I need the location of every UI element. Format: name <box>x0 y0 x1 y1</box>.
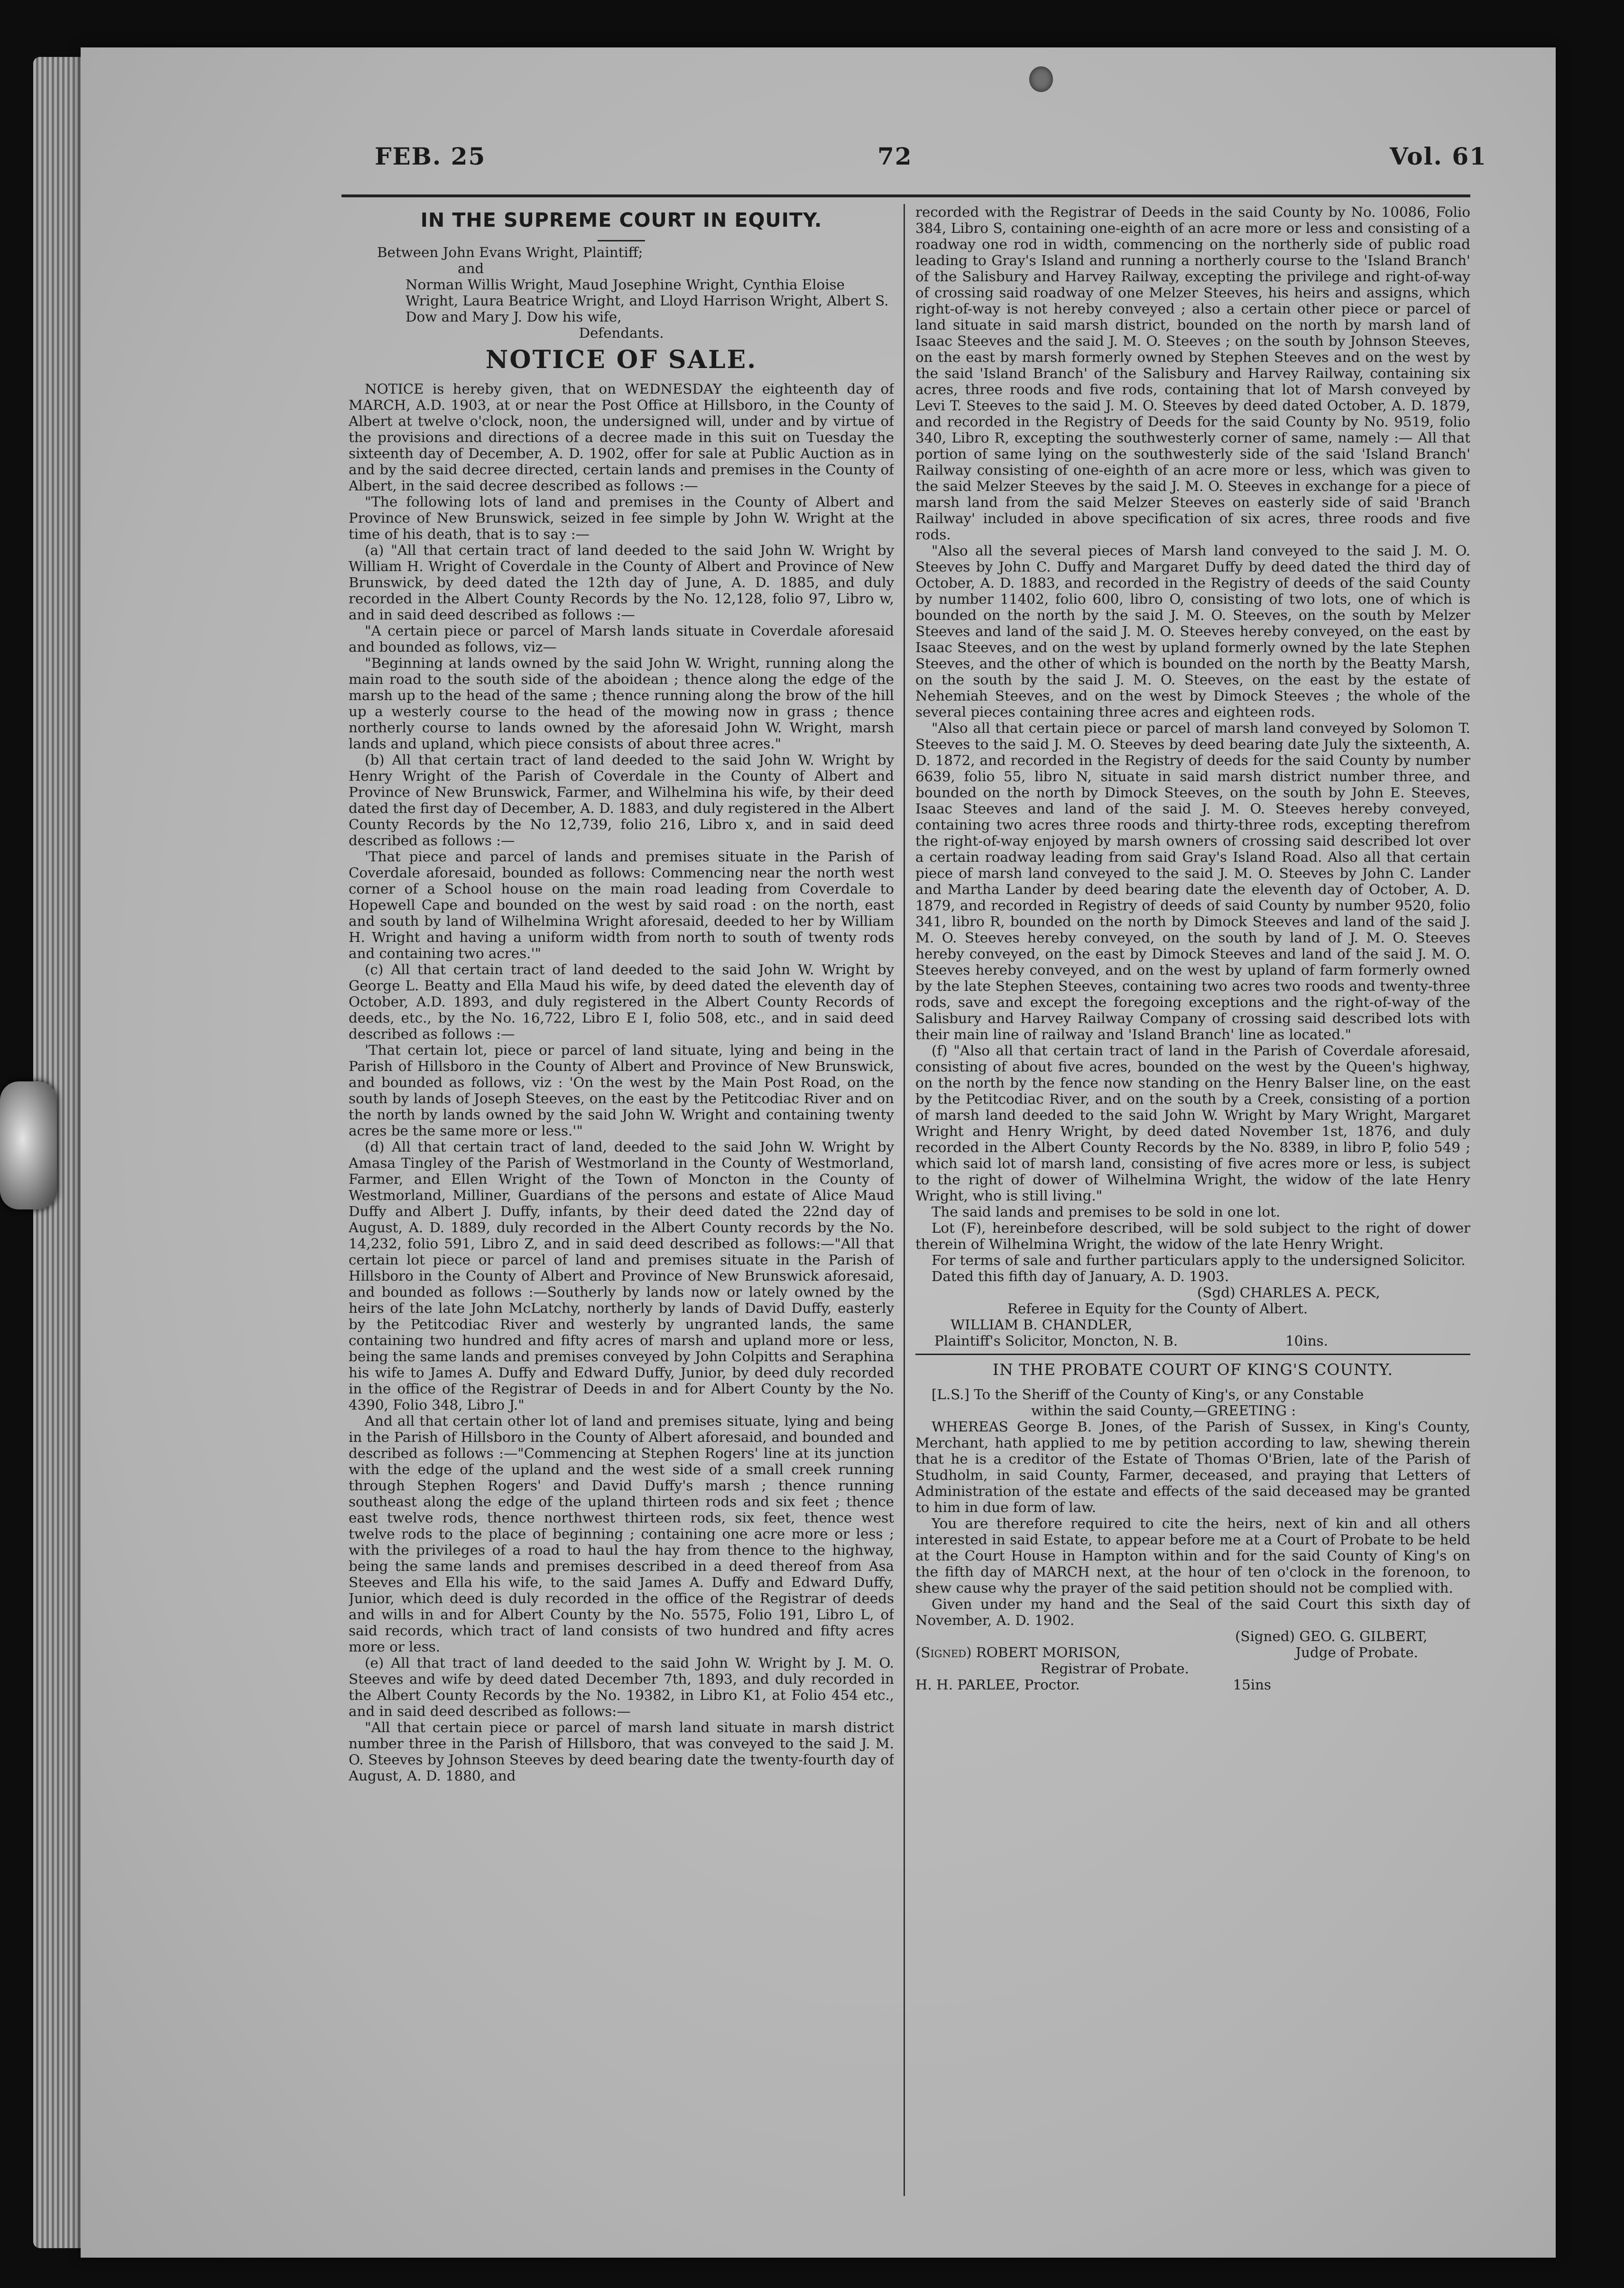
signature-line: (Sgd) CHARLES A. PECK, <box>1197 1284 1380 1301</box>
section-rule <box>915 1354 1470 1355</box>
paragraph: "The following lots of land and premises in the County of Albert and Province of New Brunswick, seized in fee simple by John W. Wright at the time of his death, that is to say :— <box>349 494 894 542</box>
paragraph: "Beginning at lands owned by the said John W. Wright, running along the main road to the south side of the aboidean ; thence along the edge of the marsh up to the head of the same ; thence running along the brow of the hill up a westerly course to the head of the mowing now in grass ; thence northerly course to lands owned by the aforesaid John W. Wright, marsh lands and upland, which piece consists of about three acres." <box>349 655 894 752</box>
right-column <box>915 204 1470 2215</box>
and-line: and <box>458 260 484 277</box>
column-separator <box>904 204 905 2196</box>
referee-line: Referee in Equity for the County of Albert. <box>1007 1301 1308 1317</box>
paragraph: Dated this fifth day of January, A. D. 1903. <box>932 1268 1229 1284</box>
paragraph: 'That certain lot, piece or parcel of land situate, lying and being in the Parish of Hillsboro in the County of Albert and Province of New Brunswick, and bounded as follows, viz : 'On the west by the Main Post Road, on the south by lands of Joseph Steeves, on the east by the Petitcodiac River and on the north by lands owned by the said John W. Wright and containing twenty acres be the same more or less.'" <box>349 1042 894 1139</box>
paragraph: "All that certain piece or parcel of marsh land situate in marsh district number three in the Parish of Hillsboro, that was conveyed to the said J. M. O. Steeves by Johnson Steeves by deed bearing date the twenty-fourth day of August, A. D. 1880, and <box>349 1719 894 1784</box>
paragraph: (d) All that certain tract of land, deeded to the said John W. Wright by Amasa Tingley of the Parish of Westmorland in the County of Westmorland, Farmer, and Ellen Wright of the Town of Moncton in the County of Westmorland, Milliner, Guardians of the persons and estate of Alice Maud Duffy and Albert J. Duffy, infants, by their deed dated the 22nd day of August, A. D. 1889, duly recorded in the Albert County records by the No. 14,232, folio 591, Libro Z, and in said deed described as follows:—"All that certain lot piece or parcel of land and premises situate in the Parish of Hillsboro in the County of Albert and Province of New Brunswick aforesaid, and bounded as follows :—Southerly by lands now or lately owned by the heirs of the late John McLatchy, northerly by lands of David Duffy, easterly by the Petitcodiac River and westerly by ungranted lands, the same containing two hundred and fifty acres of marsh and upland more or less, being the same lands and premises conveyed by John Colpitts and Seraphina his wife to James A. Duffy and Edward Duffy, Junior, by deed duly recorded in the office of the Registrar of Deeds in and for Albert County by the No. 4390, Folio 348, Libro J." <box>349 1139 894 1413</box>
registrar-title: Registrar of Probate. <box>1041 1661 1189 1677</box>
paragraph: "Also all the several pieces of Marsh land conveyed to the said J. M. O. Steeves by John C. Duffy and Margaret Duffy by deed dated the third day of October, A. D. 1883, and recorded in the Registry of deeds of the said County by number 11402, folio 600, libro O, consisting of two lots, one of which is bounded on the north by the said J. M. O. Steeves, on the south by Melzer Steeves and land of the said J. M. O. Steeves hereby conveyed, on the east by Isaac Steeves, and on the west by upland formerly owned by the late Stephen Steeves, and the other of which is bounded on the north by the Beatty Marsh, on the south by the said J. M. O. Steeves, on the east by the estate of Nehemiah Steeves, and on the west by Dimock Steeves ; the whole of the several pieces containing three acres and eighteen rods. <box>915 543 1470 720</box>
registrar-row <box>915 1644 1470 1661</box>
defendants-line: Norman Willis Wright, Maud Josephine Wright, Cynthia Eloise Wright, Laura Beatrice Wright, and Lloyd Harrison Wright, Albert S. Dow and Mary J. Dow his wife, <box>406 277 889 325</box>
paragraph: (a) "All that certain tract of land deeded to the said John W. Wright by William H. Wright of Coverdale in the County of Albert and Province of New Brunswick, by deed dated the 12th day of June, A. D. 1885, and duly recorded in the Albert County Records by the No. 12,128, folio 97, Libro w, and in said deed described as follows :— <box>349 542 894 623</box>
paragraph: Given under my hand and the Seal of the said Court this sixth day of November, A. D. 1902. <box>915 1596 1470 1628</box>
insertion-count: 10ins. <box>1285 1333 1328 1349</box>
solicitor-row <box>915 1333 1470 1349</box>
paragraph: "A certain piece or parcel of Marsh lands situate in Coverdale aforesaid and bounded as follows, viz— <box>349 623 894 655</box>
registrar-signature: (Signed) ROBERT MORISON, <box>915 1644 1121 1661</box>
header-page-number: 72 <box>877 142 913 170</box>
punch-hole-top <box>1029 66 1053 92</box>
paragraph: (c) All that certain tract of land deeded to the said John W. Wright by George L. Beatty and Ella Maud his wife, by deed dated the eleventh day of October, A.D. 1893, and duly registered in the Albert County Records of deeds, etc., by the No. 16,722, Libro E I, folio 508, etc., and in said deed described as follows :— <box>349 961 894 1042</box>
paragraph: The said lands and premises to be sold in one lot. <box>932 1204 1281 1220</box>
left-column <box>349 204 894 2215</box>
notice-title: NOTICE OF SALE. <box>485 345 757 374</box>
title-rule <box>598 240 645 241</box>
paragraph: And all that certain other lot of land and premises situate, lying and being in the Parish of Hillsboro in the County of Albert aforesaid, and bounded and described as follows :—"Commencing at Stephen Rogers' line at its junction with the edge of the upland and the west side of a small creek running through Stephen Rogers' and David Duffy's marsh ; thence running southeast along the edge of the upland thirteen rods and six feet ; thence east twelve rods, thence northwest thirteen rods, six feet, thence west twelve rods to the place of beginning ; containing one acre more or less ; with the privileges of a road to haul the hay from thence to the highway, being the same lands and premises described in a deed thereof from Asa Steeves and Ella his wife, to the said James A. Duffy and Edward Duffy, Junior, which deed is duly recorded in the office of the Registrar of deeds and wills in and for Albert County by the No. 5575, Folio 191, Libro L, of said records, which tract of land consists of two hundred and fifty acres more or less. <box>349 1413 894 1655</box>
judge-signature: (Signed) GEO. G. GILBERT, <box>1235 1628 1428 1644</box>
paragraph: (f) "Also all that certain tract of land in the Parish of Coverdale aforesaid, consisting of about five acres, bounded on the west by the Queen's highway, on the north by the fence now standing on the Henry Balser line, on the east by the Petitcodiac River, and on the south by a Creek, consisting of a portion of marsh land deeded to the said John W. Wright by Mary Wright, Margaret Wright and Henry Wright, by deed dated November 1st, 1876, and duly recorded in the Albert County Records by the No. 8389, in libro P, folio 549 ; which said lot of marsh land, consisting of five acres more or less, is subject to the right of dower of Wilhelmina Wright, the widow of the late Henry Wright, who is still living." <box>915 1043 1470 1204</box>
right-paragraphs <box>915 204 1470 1284</box>
court-title: IN THE SUPREME COURT IN EQUITY. <box>420 209 822 231</box>
paragraph: (b) All that certain tract of land deeded to the said John W. Wright by Henry Wright of the Parish of Coverdale in the County of Albert and Province of New Brunswick, Farmer, and Wilhelmina his wife, by their deed dated the first day of December, A. D. 1883, and duly registered in the Albert County Records by the No 12,739, folio 216, Libro x, and in said deed described as follows :— <box>349 752 894 849</box>
defendants-label: Defendants. <box>579 325 664 341</box>
left-paragraphs <box>349 381 894 1784</box>
paragraph: (e) All that tract of land deeded to the said John W. Wright by J. M. O. Steeves and wife by deed dated December 7th, 1893, and duly recorded in the Albert County Records by the No. 19382, in Libro K1, at Folio 454 etc., and in said deed described as follows:— <box>349 1655 894 1719</box>
header-rule <box>341 194 1470 197</box>
judge-title: Judge of Probate. <box>1295 1644 1418 1661</box>
ls-line: [L.S.] To the Sheriff of the County of King's, or any Constable <box>932 1386 1364 1402</box>
probate-title: IN THE PROBATE COURT OF KING'S COUNTY. <box>992 1360 1393 1379</box>
paragraph: For terms of sale and further particulars apply to the undersigned Solicitor. <box>932 1252 1466 1268</box>
paragraph: recorded with the Registrar of Deeds in the said County by No. 10086, Folio 384, Libro S, containing one-eighth of an acre more or less and consisting of a roadway one rod in width, commencing on the northerly side of public road leading to Gray's Island and running a northerly course to the 'Island Branch' of the Salisbury and Harvey Railway, excepting the privilege and right-of-way of crossing said roadway of one Melzer Steeves, his heirs and assigns, which right-of-way is not hereby conveyed ; also a certain other piece or parcel of land situate in said marsh district, bounded on the north by marsh land of Isaac Steeves and the said J. M. O. Steeves ; on the south by Johnson Steeves, on the east by marsh formerly owned by Stephen Steeves and on the west by the said 'Island Branch' of the Salisbury and Harvey Railway, containing six acres, three roods and five rods, containing that lot of Marsh conveyed by Levi T. Steeves to the said J. M. O. Steeves by deed dated October, A. D. 1879, and recorded in the Registry of Deeds for the said County by No. 9519, folio 340, Libro R, excepting the southwesterly corner of same, namely :— All that portion of same lying on the southwesterly side of the said 'Island Branch' Railway consisting of one-eighth of an acre more or less, which was given to the said Melzer Steeves by the said J. M. O. Steeves in exchange for a piece of marsh land from the said Melzer Steeves on easterly side of said 'Branch Railway' included in above specification of six acres, three roods and five rods. <box>915 204 1470 543</box>
solicitor-name: WILLIAM B. CHANDLER, <box>950 1317 1133 1333</box>
proctor-row <box>915 1677 1470 1693</box>
probate-paragraphs <box>915 1419 1470 1628</box>
paragraph: You are therefore required to cite the heirs, next of kin and all others interested in said Estate, to appear before me at a Court of Probate to be held at the Court House in Hampton within and for the said County of King's on the fifth day of MARCH next, at the hour of ten o'clock in the forenoon, to shew cause why the prayer of the said petition should not be complied with. <box>915 1515 1470 1596</box>
header-volume: Vol. 61 <box>1390 142 1487 170</box>
greeting-line: within the said County,—GREETING : <box>1031 1402 1296 1419</box>
paragraph: NOTICE is hereby given, that on WEDNESDAY the eighteenth day of MARCH, A.D. 1903, at or near the Post Office at Hillsboro, in the County of Albert at twelve o'clock, noon, the undersigned will, under and by virtue of the provisions and directions of a decree made in this suit on Tuesday the sixteenth day of December, A. D. 1902, offer for sale at Public Auction as in and by the said decree directed, certain lands and premises in the County of Albert, in the said decree described as follows :— <box>349 381 894 494</box>
proctor-line: H. H. PARLEE, Proctor. <box>915 1677 1080 1693</box>
header-date: FEB. 25 <box>375 142 486 170</box>
paragraph: 'That piece and parcel of lands and premises situate in the Parish of Coverdale aforesaid, bounded as follows: Commencing near the north west corner of a School house on the main road leading from Coverdale to Hopewell Cape and bounded on the west by said road : on the north, east and south by land of Wilhelmina Wright aforesaid, deeded to her by William H. Wright and having a uniform width from north to south of twenty rods and containing two acres.'" <box>349 849 894 961</box>
paragraph: "Also all that certain piece or parcel of marsh land conveyed by Solomon T. Steeves to the said J. M. O. Steeves by deed bearing date July the sixteenth, A. D. 1872, and recorded in the Registry of deeds for the said County by number 6639, folio 55, libro N, situate in said marsh district number three, and bounded on the north by Dimock Steeves, on the south by John E. Steeves, Isaac Steeves and land of the said J. M. O. Steeves hereby conveyed, containing two acres three roods and thirty-three rods, excepting therefrom the right-of-way enjoyed by marsh owners of crossing said described lot over a certain roadway leading from said Gray's Island Road. Also all that certain piece of marsh land conveyed to the said J. M. O. Steeves by John C. Lander and Martha Lander by deed bearing date the eleventh day of October, A. D. 1879, and recorded in Registry of deeds of said County by number 9520, folio 341, libro R, bounded on the north by Dimock Steeves and land of the said J. M. O. Steeves hereby conveyed, on the south by land of J. M. O. Steeves hereby conveyed, on the east by Dimock Steeves and land of the said J. M. O. Steeves hereby conveyed, and on the west by upland of farm formerly owned by the late Stephen Steeves, containing two acres two roods and twenty-three rods, save and except the foregoing exceptions and the right-of-way of the Salisbury and Harvey Railway Company of crossing said described lots with their main line of railway and 'Island Branch' line as located." <box>915 720 1470 1043</box>
plaintiff-line: Between John Evans Wright, Plaintiff; <box>377 244 643 260</box>
binder-clip <box>0 1081 57 1209</box>
paragraph: Lot (F), hereinbefore described, will be sold subject to the right of dower therein of Wilhelmina Wright, the widow of the late Henry Wright. <box>915 1220 1470 1252</box>
paragraph: WHEREAS George B. Jones, of the Parish of Sussex, in King's County, Merchant, hath applied to me by petition according to law, shewing therein that he is a creditor of the Estate of Thomas O'Brien, late of the Parish of Studholm, in said County, Farmer, deceased, and praying that Letters of Administration of the estate and effects of the said deceased may be granted to him in due form of law. <box>915 1419 1470 1515</box>
solicitor-line: Plaintiff's Solicitor, Moncton, N. B. <box>934 1333 1178 1349</box>
probate-insertion-count: 15ins <box>1233 1677 1271 1693</box>
